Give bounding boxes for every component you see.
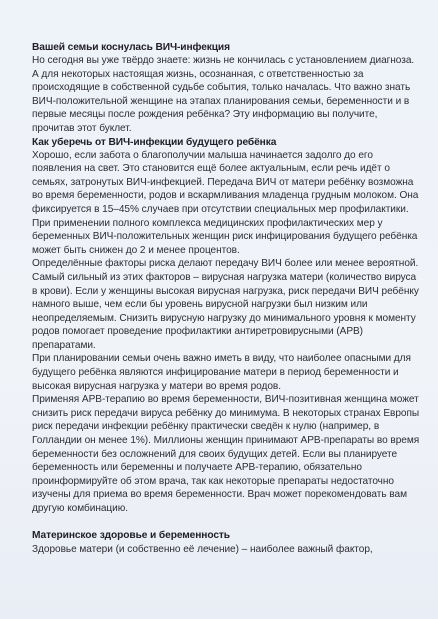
section-paragraph: Определённые факторы риска делают передачу ВИЧ более или менее вероятной. Самый сильный из этих факторов – вирусная нагрузка матери (количество вируса в крови). Если у женщины высокая вирусная нагрузка, риск передачи ВИЧ ребёнку намного выше, чем если бы уровень вирусной нагрузки был низким или неопределяемым. Снизить вирусную нагрузку до минимального уровня к моменту родов помогает проведение профилактики антиретровирусными (АРВ) препаратами. [32,258,419,351]
section-paragraph: Применяя АРВ-терапию во время беременности, ВИЧ-позитивная женщина может снизить риск передачи вируса ребёнку до минимума. В некоторых странах Европы риск передачи инфекции ребёнку практически сведён к нулю (например, в Голландии он менее 1%). Миллионы женщин принимают АРВ-препараты во время беременности без осложнений для своих будущих детей. Если вы планируете беременность или беременны и получаете АРВ-терапию, обязательно проинформируйте об этом врача, так как некоторые препараты недостаточно изучены для приема во время беременности. Врач может порекомендовать вам другую комбинацию. [32,394,420,514]
section-paragraph: Здоровье матери (и собственно её лечение) – наиболее важный фактор, [32,543,373,555]
section-protect-child [32,136,420,516]
page-content [32,41,420,556]
section-family-hiv [32,41,420,136]
section-heading: Вашей семьи коснулась ВИЧ-инфекция [32,42,230,53]
section-spacer [32,516,420,529]
section-heading: Как уберечь от ВИЧ-инфекции будущего ребёнка [32,136,277,148]
section-paragraph: Но сегодня вы уже твёрдо знаете: жизнь не кончилась с установлением диагноза. А для некоторых настоящая жизнь, осознанная, с ответственностью за происходящие в собственной судьбе события, только началась. Что важно знать ВИЧ-положительной женщине на этапах планирования семьи, беременности и в первые месяцы после рождения ребёнка? Эту информацию вы получите, прочитав этот буклет. [32,55,415,134]
section-heading: Материнское здоровье и беременность [32,529,230,541]
section-maternal-health [32,529,420,557]
section-paragraph: Хорошо, если забота о благополучии малыша начинается задолго до его появления на свет. Это становится ещё более актуальным, если речь идёт о семьях, затронутых ВИЧ-инфекцией. Передача ВИЧ от матери ребёнку возможна во время беременности, родов и вскармливания младенца грудным молоком. Она фиксируется в 15–45% случаев при отсутствии специальных мер профилактики. При применении полного комплекса медицинских профилактических мер у беременных ВИЧ-положительных женщин риск инфицирования будущего ребёнка может быть снижен до 2 и менее процентов. [32,149,419,256]
section-paragraph: При планировании семьи очень важно иметь в виду, что наиболее опасными для будущего ребёнка являются инфицирование матери в период беременности и высокая вирусная нагрузка у матери во время родов. [32,353,411,392]
